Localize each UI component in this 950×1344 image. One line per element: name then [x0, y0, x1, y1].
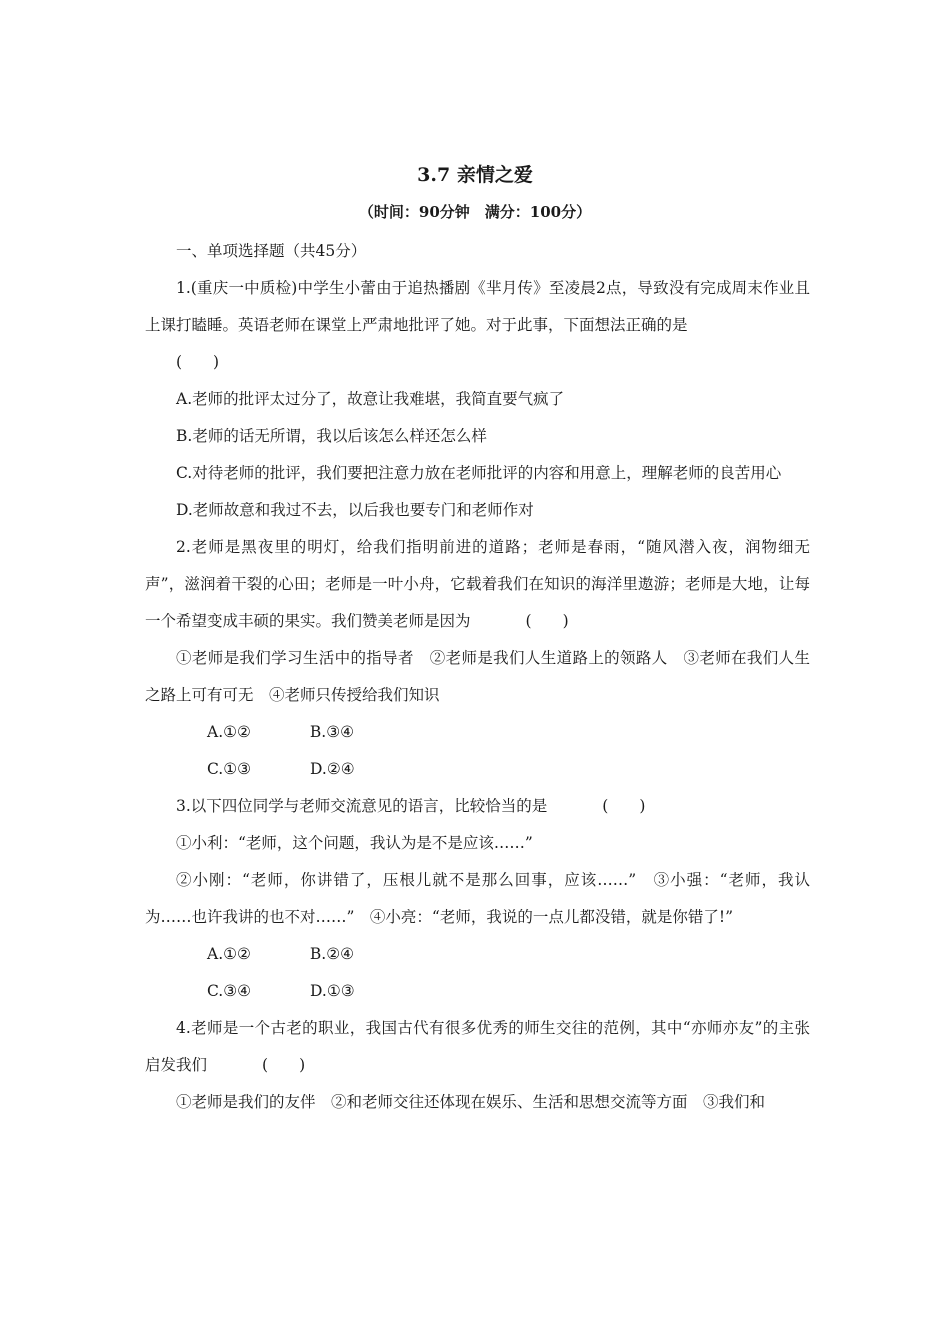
question-text: 3.以下四位同学与老师交流意见的语言，比较恰当的是 [176, 797, 548, 815]
answer-blank: ( ) [525, 612, 569, 630]
section-heading: 一、单项选择题（共45分） [176, 242, 367, 260]
question-3-items-2-4: ②小刚：“老师，你讲错了，压根儿就不是那么回事，应该……” ③小强：“老师，我认为……也许我讲的也不对……” ④小亮：“老师，我说的一点儿都没错，就是你错了!” [145, 871, 810, 926]
question-1-option-a: A.老师的批评太过分了，故意让我难堪，我简直要气疯了 [176, 390, 565, 408]
question-list [145, 233, 810, 1121]
question-text: 2.老师是黑夜里的明灯，给我们指明前进的道路；老师是春雨，“随风潜入夜，润物细无声”，滋润着干裂的心田；老师是一叶小舟，它载着我们在知识的海洋里遨游；老师是大地，让每一个希望变成丰硕的果实。我们赞美老师是因为 [145, 538, 810, 630]
question-text: 1.(重庆一中质检)中学生小蕾由于追热播剧《芈月传》至凌晨2点，导致没有完成周末作业且上课打瞌睡。英语老师在课堂上严肃地批评了她。对于此事，下面想法正确的是 [145, 279, 810, 334]
option-c: C.①③ [207, 760, 252, 778]
option-b: B.②④ [309, 945, 355, 963]
question-4-stem [145, 1010, 810, 1084]
option-d: D.②④ [310, 760, 355, 778]
question-1-option-c: C.对待老师的批评，我们要把注意力放在老师批评的内容和用意上，理解老师的良苦用心 [176, 464, 782, 482]
question-1-stem [145, 270, 810, 344]
question-3-stem [145, 788, 810, 825]
answer-blank: ( ) [602, 797, 646, 815]
question-1-answer-blank: ( ) [176, 353, 220, 371]
question-2-options-cd [145, 751, 810, 788]
page-title: 3.7 亲情之爱 [417, 164, 533, 186]
option-a: A.①② [207, 723, 251, 741]
question-1-option-d: D.老师故意和我过不去，以后我也要专门和老师作对 [176, 501, 534, 519]
option-a: A.①② [207, 945, 251, 963]
question-text: 4.老师是一个古老的职业，我国古代有很多优秀的师生交往的范例，其中“亦师亦友”的主张启发我们 [145, 1019, 810, 1074]
question-4-items: ①老师是我们的友伴 ②和老师交往还体现在娱乐、生活和思想交流等方面 ③我们和 [176, 1093, 766, 1111]
question-3-item-1: ①小利：“老师，这个问题，我认为是不是应该……” [176, 834, 533, 852]
exam-time-and-score: （时间：90分钟 满分：100分） [358, 203, 592, 221]
option-c: C.③④ [207, 982, 252, 1000]
question-2-stem [145, 529, 810, 640]
question-1-option-b: B.老师的话无所谓，我以后该怎么样还怎么样 [176, 427, 487, 445]
option-d: D.①③ [310, 982, 355, 1000]
option-b: B.③④ [309, 723, 355, 741]
answer-blank: ( ) [262, 1056, 306, 1074]
question-3-options-cd [145, 973, 810, 1010]
question-2-items: ①老师是我们学习生活中的指导者 ②老师是我们人生道路上的领路人 ③老师在我们人生之路上可有可无 ④老师只传授给我们知识 [145, 649, 810, 704]
question-3-options-ab [145, 936, 810, 973]
question-2-options-ab [145, 714, 810, 751]
